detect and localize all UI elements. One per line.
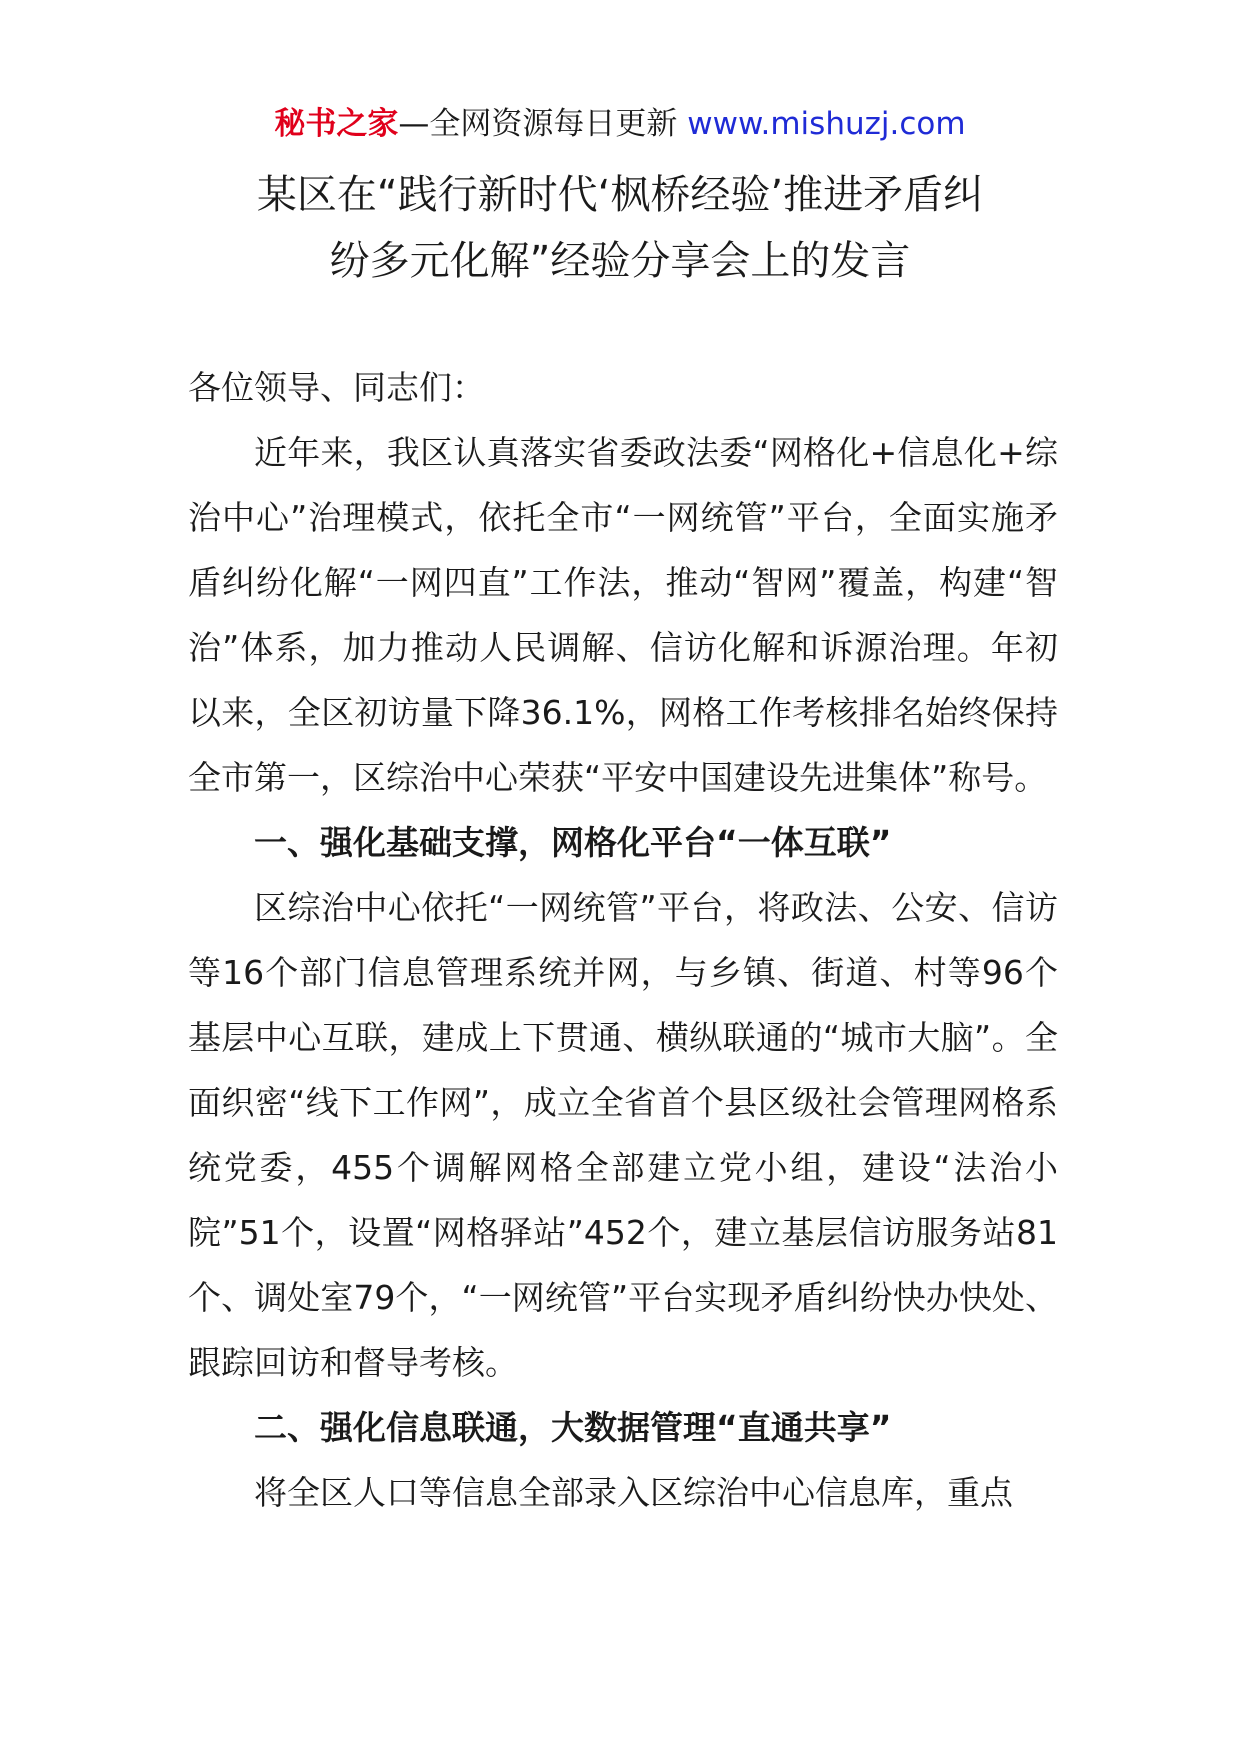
brand-name: 秘书之家 bbox=[274, 106, 399, 142]
header-tagline: —全网资源每日更新 bbox=[398, 106, 678, 142]
site-url-link[interactable]: www.mishuzj.com bbox=[687, 106, 966, 142]
intro-paragraph: 近年来，我区认真落实省委政法委“网格化+信息化+综治中心”治理模式，依托全市“一网统管”平台，全面实施矛盾纠纷化解“一网四直”工作法，推动“智网”覆盖，构建“智治”体系，加力推动人民调解、信访化解和诉源治理。年初以来，全区初访量下降36.1%，网格工作考核排名始终保持全市第一，区综治中心荣获“平安中国建设先进集体”称号。 bbox=[188, 433, 1058, 797]
title-line-2: 纷多元化解”经验分享会上的发言 bbox=[329, 238, 911, 284]
section-2-paragraph: 将全区人口等信息全部录入区综治中心信息库，重点 bbox=[254, 1473, 1013, 1512]
section-1-heading: 一、强化基础支撑，网格化平台“一体互联” bbox=[254, 823, 892, 862]
title-line-1: 某区在“践行新时代‘枫桥经验’推进矛盾纠 bbox=[256, 172, 984, 218]
section-1-paragraph: 区综治中心依托“一网统管”平台，将政法、公安、信访等16个部门信息管理系统并网，与乡镇、街道、村等96个基层中心互联，建成上下贯通、横纵联通的“城市大脑”。全面织密“线下工作网”，成立全省首个县区级社会管理网格系统党委，455个调解网格全部建立党小组，建设“法治小院”51个，设置“网格驿站”452个，建立基层信访服务站81个、调处室79个，“一网统管”平台实现矛盾纠纷快办快处、跟踪回访和督导考核。 bbox=[188, 888, 1058, 1382]
document-body bbox=[188, 355, 1058, 1525]
salutation: 各位领导、同志们： bbox=[188, 368, 485, 407]
document-title bbox=[150, 162, 1090, 294]
watermark-header bbox=[0, 102, 1240, 146]
section-2-heading: 二、强化信息联通，大数据管理“直通共享” bbox=[254, 1408, 892, 1447]
